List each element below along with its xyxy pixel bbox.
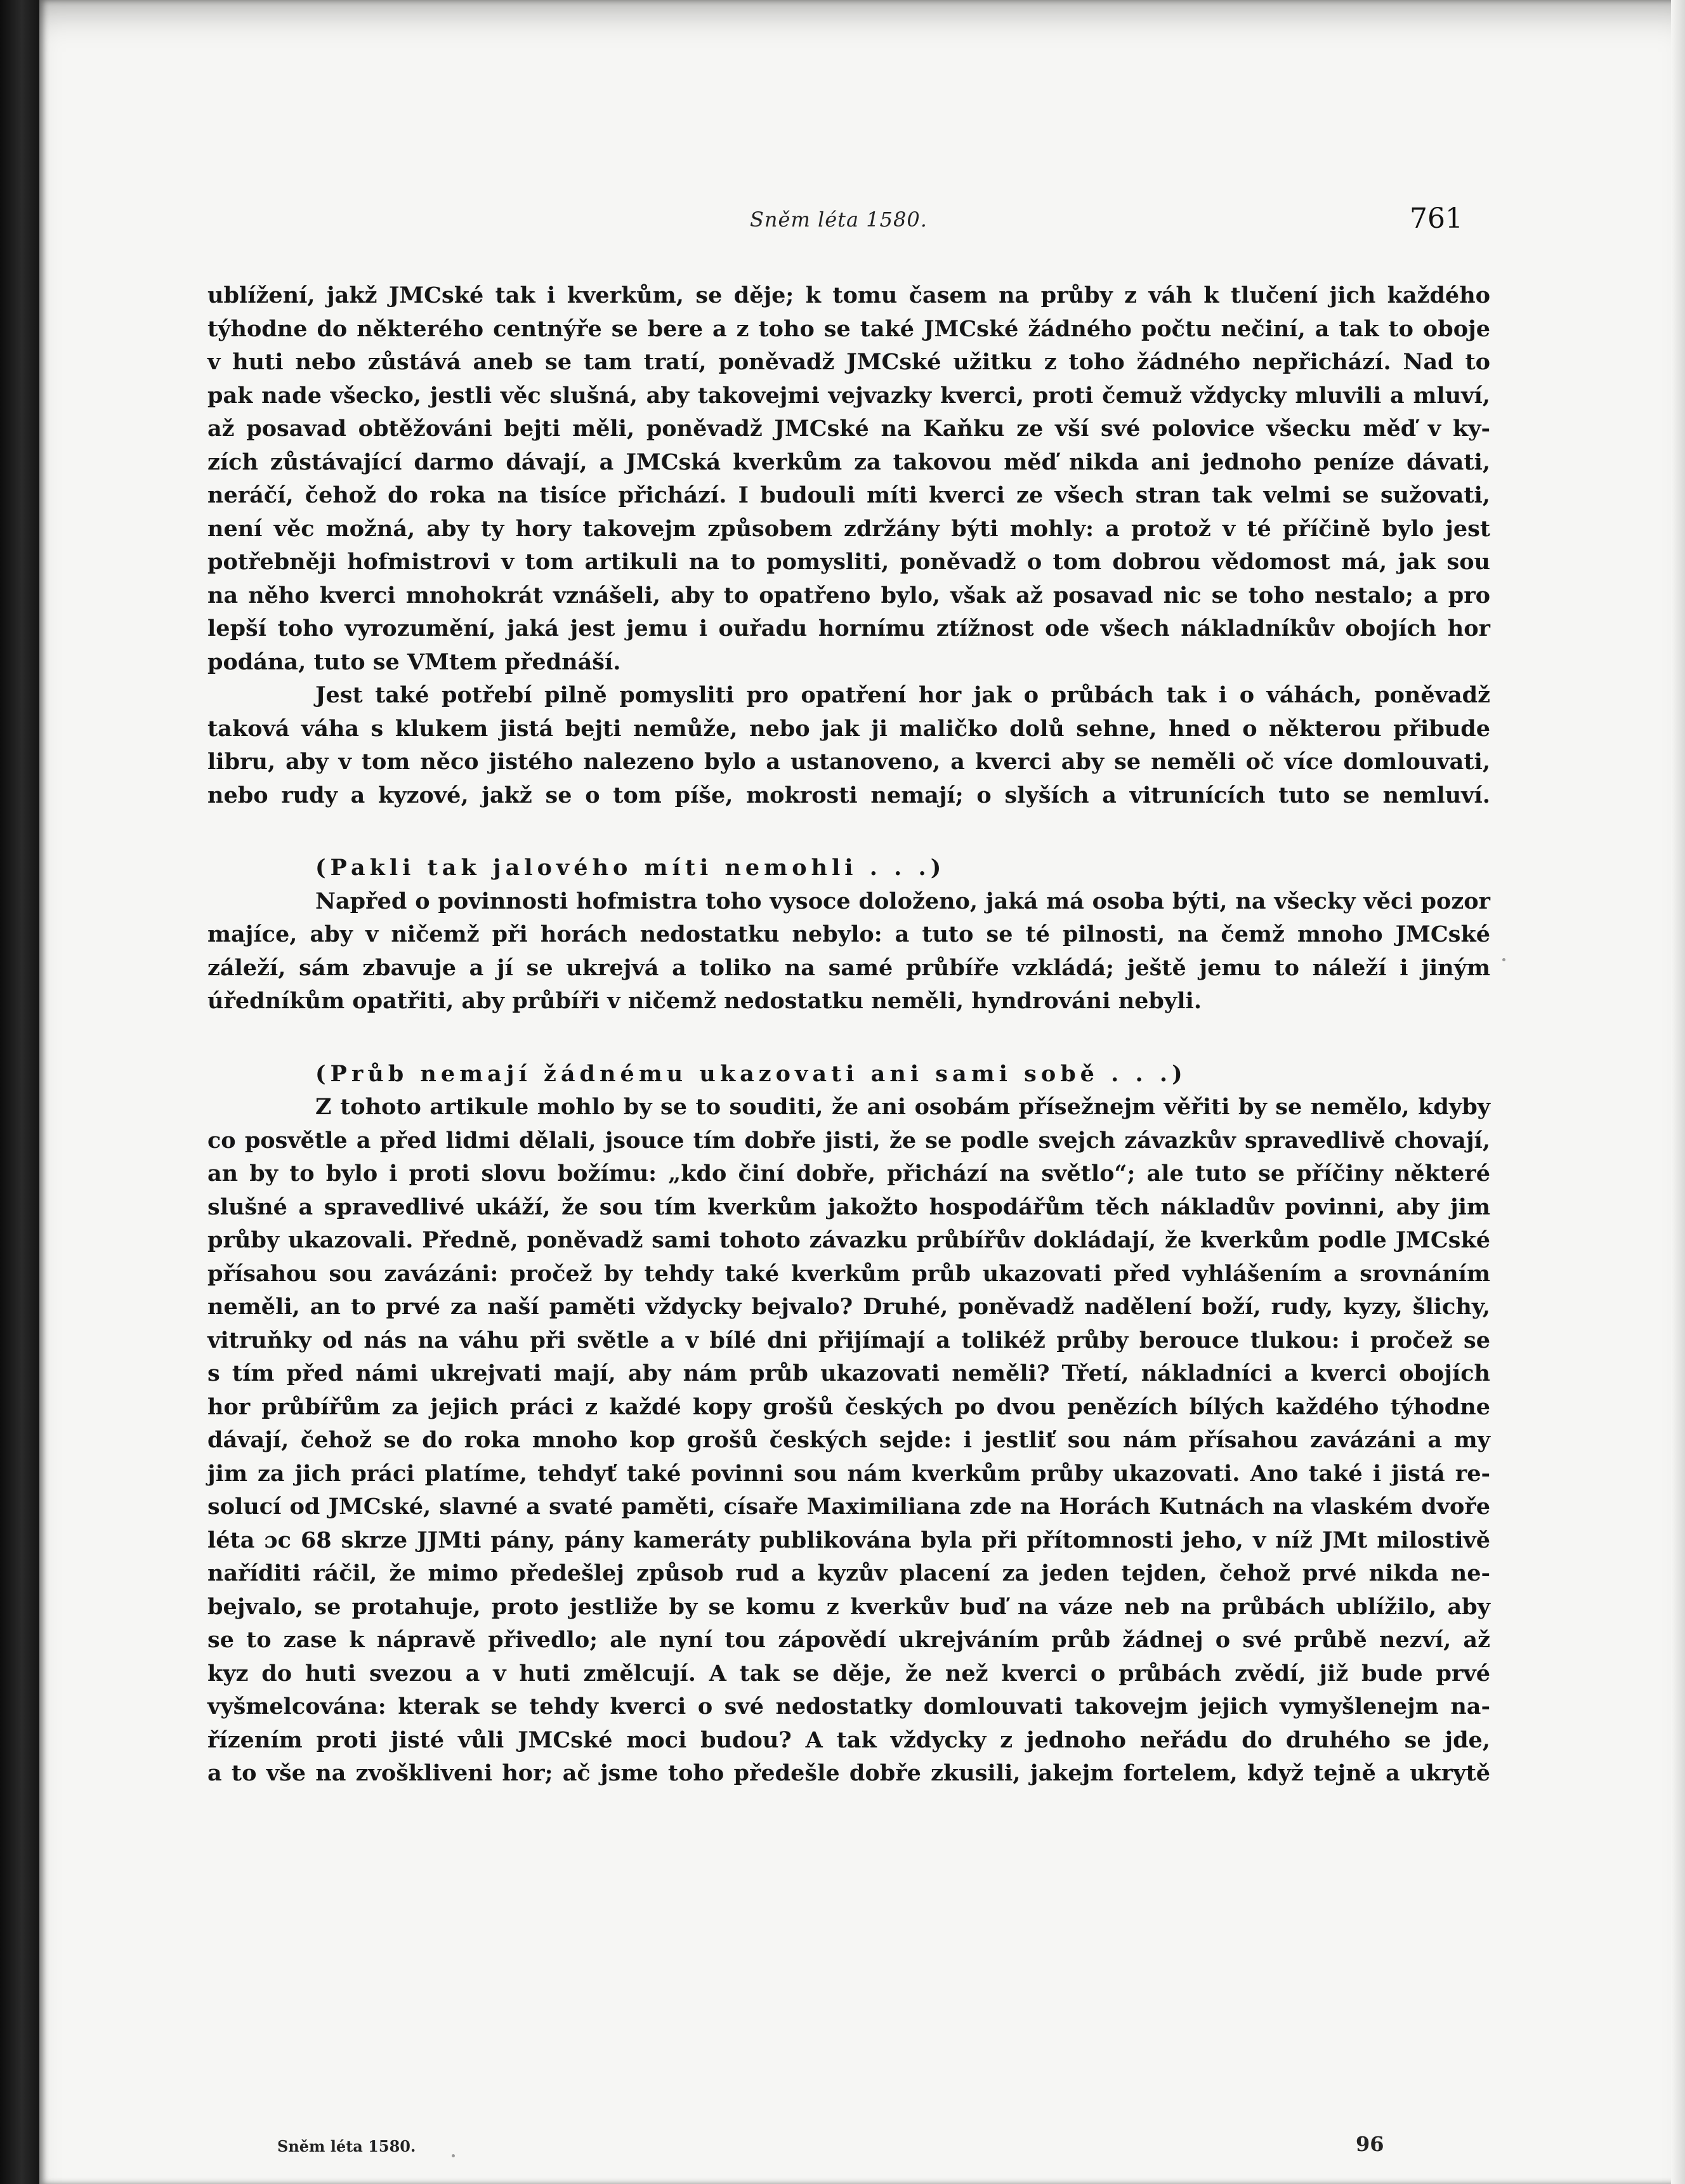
text-line: majíce, aby v ničemž při horách nedostatku nebylo: a tuto se té pilnosti, na čemž mnoho JMCské <box>207 921 1490 947</box>
section-heading: (Průb nemají žádnému ukazovati ani sami sobě . . .) <box>315 1060 1187 1087</box>
text-line: bejvalo, se protahuje, proto jestliže by se komu z kverkův buď na váze neb na průbách ublížilo, aby <box>207 1593 1490 1620</box>
running-title: Sněm léta 1580. <box>750 207 928 232</box>
text-line: v huti nebo zůstává aneb se tam tratí, poněvadž JMCské užitku z toho žádného nepřichází. Nad to <box>207 349 1490 375</box>
scan-dark-margin <box>0 0 39 2184</box>
text-line: Jest také potřebí pilně pomysliti pro opatření hor jak o průbách tak i o váhách, poněvadž <box>315 682 1490 708</box>
text-line: neráčí, čehož do roka na tisíce přichází. I budouli míti kverci ze všech stran tak velmi se sužovati, <box>207 482 1490 508</box>
text-line: solucí od JMCské, slavné a svaté paměti, císaře Maximiliana zde na Horách Kutnách na vlaském dvoře <box>207 1494 1490 1520</box>
text-line: týhodne do některého centnýře se bere a z toho se také JMCské žádného počtu nečiní, a tak to oboje <box>207 315 1490 342</box>
book-page <box>39 0 1685 2184</box>
text-line: s tím před námi ukrejvati mají, aby nám průb ukazovati neměli? Třetí, nákladníci a kverci obojích <box>207 1360 1490 1386</box>
text-line: nebo rudy a kyzové, jakž se o tom píše, mokrosti nemají; o slyších a vitrunících tuto se nemluví. <box>207 782 1490 808</box>
text-line: Napřed o povinnosti hofmistra toho vysoce doloženo, jaká má osoba býti, na všecky věci pozor <box>315 888 1490 914</box>
text-line: Z tohoto artikule mohlo by se to souditi, že ani osobám přísežnejm věřiti by se nemělo, kdyby <box>315 1094 1490 1120</box>
speck-mark <box>1502 958 1505 961</box>
sheet-number: 96 <box>1356 2132 1384 2156</box>
text-line: podána, tuto se VMtem přednáší. <box>207 648 621 675</box>
text-line: hor průbířům za jejich práci z každé kopy grošů českých po dvou penězích bílých každého týhodne <box>207 1393 1490 1420</box>
text-line: ublížení, jakž JMCské tak i kverkům, se děje; k tomu časem na průby z váh k tlučení jich každého <box>207 282 1490 308</box>
text-line: an by to bylo i proti slovu božímu: „kdo činí dobře, přichází na světlo“; ale tuto se příčiny některé <box>207 1161 1490 1187</box>
signature-mark: Sněm léta 1580. <box>277 2137 416 2155</box>
text-line: co posvětle a před lidmi dělali, jsouce tím dobře jisti, že se podle svejch závazkův spravedlivě chovají, <box>207 1127 1490 1154</box>
section-gap <box>207 1018 1490 1058</box>
text-line: zích zůstávající darmo dávají, a JMCská kverkům za takovou měď nikda ani jednoho peníze dávati, <box>207 449 1490 475</box>
page-edge <box>1671 0 1685 2184</box>
text-line: léta ɔc 68 skrze JJMti pány, pány kameráty publikována byla při přítomnosti jeho, v níž JMt milostivě <box>207 1527 1490 1553</box>
section-gap <box>207 812 1490 852</box>
text-line: přísahou sou zavázáni: pročež by tehdy také kverkům průb ukazovati před vyhlášením a srovnáním <box>207 1260 1490 1287</box>
speck-mark <box>452 2154 455 2157</box>
text-line: není věc možná, aby ty hory takovejm způsobem zdržány býti mohly: a protož v té příčině bylo jest <box>207 515 1490 542</box>
text-line: neměli, an to prvé za naší paměti vždycky bejvalo? Druhé, poněvadž nadělení boží, rudy, kyzy, šlichy, <box>207 1294 1490 1320</box>
text-line: slušné a spravedlivé ukáží, že sou tím kverkům jakožto hospodářům těch nákladův povinni, aby jim <box>207 1194 1490 1220</box>
text-line: řízením proti jisté vůli JMCské moci budou? A tak vždycky z jednoho neřádu do druhého se jde, <box>207 1727 1490 1753</box>
text-line: naříditi ráčil, že mimo předešlej způsob rud a kyzův placení za jeden tejden, čehož prvé nikda ne- <box>207 1560 1490 1586</box>
text-line: úředníkům opatřiti, aby průbíři v ničemž nedostatku neměli, hyndrováni nebyli. <box>207 988 1202 1014</box>
text-line: dávají, čehož se do roka mnoho kop grošů českých sejde: i jestliť sou nám přísahou zavázáni a my <box>207 1427 1490 1453</box>
text-line: pak nade všecko, jestli věc slušná, aby takovejmi vejvazky kverci, proti čemuž vždycky mluvili a mluví, <box>207 382 1490 409</box>
section-heading: (Pakli tak jalového míti nemohli . . .) <box>315 855 946 881</box>
text-line: se to zase k nápravě přivedlo; ale nyní tou zápovědí ukrejváním průb žádnej o své průbě nezví, až <box>207 1627 1490 1653</box>
text-line: taková váha s klukem jistá bejti nemůže, nebo jak ji maličko dolů sehne, hned o některou přibude <box>207 715 1490 742</box>
running-head <box>39 202 1685 246</box>
text-line: průby ukazovali. Předně, poněvadž sami tohoto závazku průbířův dokládají, že kverkům podle JMCské <box>207 1227 1490 1253</box>
text-line: a to vše na zvoškliveni hor; ač jsme toho předešle dobře zkusili, jakejm fortelem, když tejně a ukrytě <box>207 1760 1490 1786</box>
text-line: jim za jich práci platíme, tehdyť také povinni sou nám kverkům průby ukazovati. Ano také i jistá re- <box>207 1460 1490 1487</box>
page-number: 761 <box>1410 202 1463 235</box>
text-line: kyz do huti svezou a v huti změlcují. A tak se děje, že než kverci o průbách zvědí, již bude prvé <box>207 1660 1490 1687</box>
text-line: potřebněji hofmistrovi v tom artikuli na to pomysliti, poněvadž o tom dobrou vědomost má, jak sou <box>207 549 1490 575</box>
text-line: libru, aby v tom něco jistého nalezeno bylo a ustanoveno, a kverci aby se neměli oč více domlouvati, <box>207 749 1490 775</box>
text-line: až posavad obtěžováni bejti měli, poněvadž JMCské na Kaňku ze vší své polovice všecku měď v ky- <box>207 416 1490 442</box>
text-line: lepší toho vyrozumění, jaká jest jemu i ouřadu hornímu ztížnost ode všech nákladníkův obojích hor <box>207 615 1490 641</box>
text-line: vitruňky od nás na váhu při světle a v bílé dni přijímají a tolikéž průby berouce tlukou: i pročež se <box>207 1327 1490 1353</box>
text-line: záleží, sám zbavuje a jí se ukrejvá a toliko na samé průbíře vzkládá; ještě jemu to náleží i jiným <box>207 954 1490 981</box>
text-line: na něho kverci mnohokrát vznášeli, aby to opatřeno bylo, však až posavad nic se toho nestalo; a pro <box>207 582 1490 608</box>
body-text <box>207 279 1490 1791</box>
text-line: vyšmelcována: kterak se tehdy kverci o své nedostatky domlouvati takovejm jejich vymyšlenejm na- <box>207 1694 1490 1720</box>
